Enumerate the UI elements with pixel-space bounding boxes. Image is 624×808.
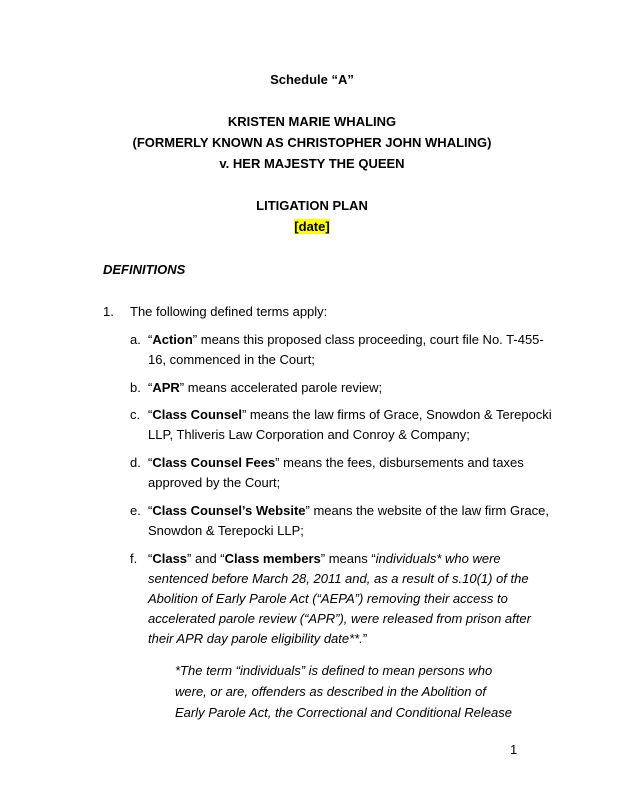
definition-line xyxy=(148,591,508,607)
definition-text: Snowdon & Terepocki LLP; xyxy=(148,523,304,538)
definition-line xyxy=(148,503,549,519)
definition-text: approved by the Court; xyxy=(148,475,281,490)
item-text: The following defined terms apply: xyxy=(130,304,328,319)
definition-line xyxy=(148,611,531,627)
schedule-heading: Schedule “A” xyxy=(270,72,354,87)
definition-line xyxy=(148,551,501,567)
definition-line xyxy=(148,571,529,587)
definition-text: ” means the website of the law firm Grace, xyxy=(305,503,549,518)
defined-term: APR xyxy=(152,380,180,395)
defined-term: Class xyxy=(152,551,188,566)
definition-label: d. xyxy=(130,455,141,470)
definition-text: ” and “ xyxy=(187,551,225,566)
definition-line xyxy=(148,475,280,491)
definition-label: a. xyxy=(130,332,141,347)
definition-text: ” means “ xyxy=(320,551,376,566)
definition-line xyxy=(148,380,382,396)
definition-text: sentenced before March 28, 2011 and, as a result of s.10(1) of the xyxy=(148,571,529,586)
definition-text: individuals* who were xyxy=(375,551,501,566)
page-number: 1 xyxy=(510,742,518,757)
definition-text: ” means this proposed class proceeding, court file No. T-455- xyxy=(192,332,544,347)
definition-line xyxy=(148,407,552,423)
definition-text: ” means accelerated parole review; xyxy=(179,380,383,395)
definition-line xyxy=(148,427,470,443)
footnote-line: *The term “individuals” is defined to mean persons who xyxy=(175,663,493,678)
definition-text: 16, commenced in the Court; xyxy=(148,352,315,367)
definition-line xyxy=(148,332,544,348)
party-line-3: v. HER MAJESTY THE QUEEN xyxy=(219,156,405,171)
document-title: LITIGATION PLAN xyxy=(256,198,368,213)
definition-line xyxy=(148,631,367,647)
definition-line xyxy=(148,523,304,539)
definition-label: c. xyxy=(130,407,141,422)
defined-term: Class Counsel’s Website xyxy=(152,503,306,518)
date-placeholder: [date] xyxy=(294,219,330,234)
definition-text: Abolition of Early Parole Act (“AEPA”) removing their access to xyxy=(148,591,508,606)
definition-text: ” means the fees, disbursements and taxes xyxy=(275,455,524,470)
section-heading-definitions: DEFINITIONS xyxy=(103,262,186,277)
definition-label: f. xyxy=(130,551,138,566)
party-line-1: KRISTEN MARIE WHALING xyxy=(227,114,397,129)
defined-term: Class Counsel xyxy=(152,407,242,422)
definition-line xyxy=(148,352,315,368)
defined-term: Class Counsel Fees xyxy=(152,455,276,470)
definition-text: ” means the law firms of Grace, Snowdon & Terepocki xyxy=(241,407,552,422)
definition-text: “ xyxy=(148,551,153,566)
definition-text: “ xyxy=(148,407,153,422)
defined-term: Class members xyxy=(224,551,321,566)
definition-text: “ xyxy=(148,380,153,395)
definition-text: LLP, Thliveris Law Corporation and Conroy & Company; xyxy=(148,427,470,442)
defined-term: Action xyxy=(152,332,193,347)
definition-line xyxy=(148,455,524,471)
footnote-line: Early Parole Act, the Correctional and Conditional Release xyxy=(175,705,512,720)
definition-label: e. xyxy=(130,503,141,518)
definition-text: accelerated parole review (“APR”), were released from prison after xyxy=(148,611,531,626)
party-line-2: (FORMERLY KNOWN AS CHRISTOPHER JOHN WHALING) xyxy=(132,135,492,150)
definition-text: “ xyxy=(148,332,153,347)
date-line xyxy=(0,219,624,235)
definition-text: “ xyxy=(148,503,153,518)
definition-text: “ xyxy=(148,455,153,470)
definition-text: ” xyxy=(362,631,368,646)
definition-label: b. xyxy=(130,380,141,395)
item-number: 1. xyxy=(103,304,114,319)
footnote-line: were, or are, offenders as described in the Abolition of xyxy=(175,684,486,699)
definition-text: their APR day parole eligibility date**. xyxy=(148,631,363,646)
